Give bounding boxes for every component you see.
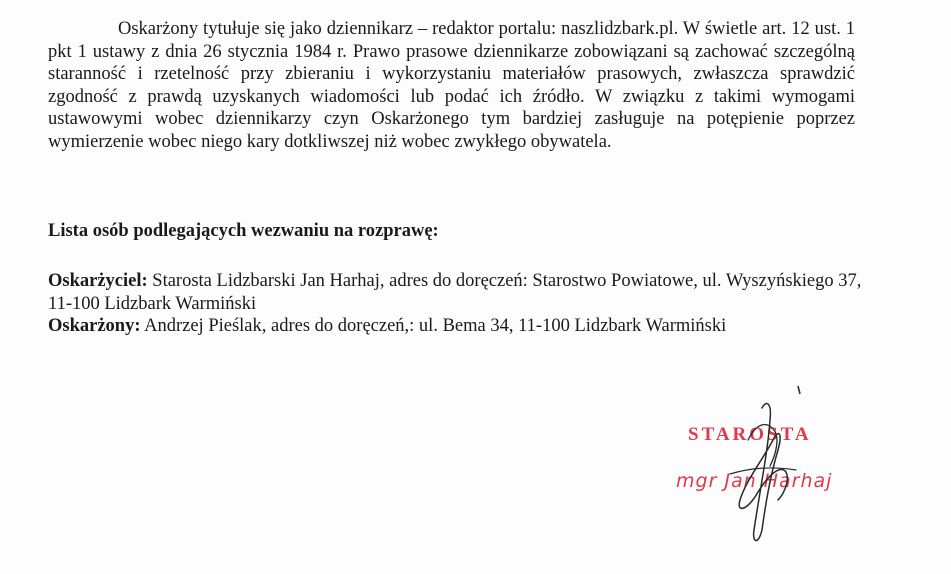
party-prosecutor bbox=[48, 270, 878, 315]
stamp-title: STAROSTA bbox=[688, 424, 812, 445]
stamp-name: mgr Jan Harhaj bbox=[676, 470, 833, 492]
party-details: Starosta Lidzbarski Jan Harhaj, adres do doręczeń: Starostwo Powiatowe, ul. Wyszyńskiego 37, 11-100 Lidzbark Warmiński bbox=[48, 271, 862, 314]
parties-list bbox=[48, 270, 878, 338]
party-label: Oskarżyciel: bbox=[48, 271, 148, 291]
list-heading: Lista osób podlegających wezwaniu na rozprawę: bbox=[48, 221, 439, 241]
party-defendant bbox=[48, 315, 878, 338]
body-paragraph: Oskarżony tytułuje się jako dziennikarz – redaktor portalu: naszlidzbark.pl. W świetle art. 12 ust. 1 pkt 1 ustawy z dnia 26 stycznia 1984 r. Prawo prasowe dziennikarze zobowiązani są zachować szczególną staranność i rzetelność przy zbieraniu i wykorzystaniu materiałów prasowych, zwłaszcza sprawdzić zgodność z prawdą uzyskanych wiadomości lub podać ich źródło. W związku z takimi wymogami ustawowymi wobec dziennikarzy czyn Oskarżonego tym bardziej zasługuje na potępienie poprzez wymierzenie wobec niego kary dotkliwszej niż wobec zwykłego obywatela. bbox=[48, 19, 855, 152]
handwritten-signature bbox=[700, 380, 820, 550]
party-details: Andrzej Pieślak, adres do doręczeń,: ul. Bema 34, 11-100 Lidzbark Warmiński bbox=[144, 316, 727, 337]
party-label: Oskarżony: bbox=[48, 316, 141, 337]
